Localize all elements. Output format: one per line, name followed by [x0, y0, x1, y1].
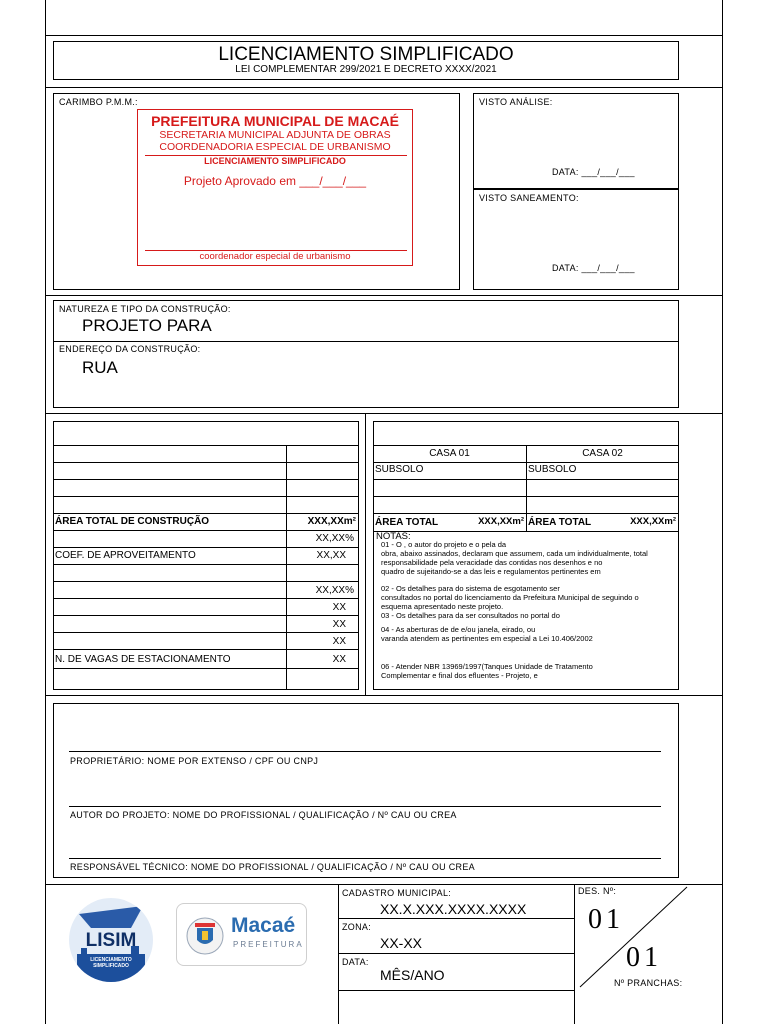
left-table-row	[53, 496, 359, 497]
note-line: consultados no portal do licenciamento da Prefeitura Municipal de seguindo o	[381, 593, 639, 602]
visto-analise-box	[473, 93, 679, 189]
sheet-count: 01	[626, 942, 662, 973]
left-table-row	[53, 598, 359, 599]
lisim-text: LISIM	[85, 930, 137, 951]
stamp-line1: SECRETARIA MUNICIPAL ADJUNTA DE OBRAS	[159, 129, 391, 141]
cadastro-label: CADASTRO MUNICIPAL:	[342, 888, 452, 898]
tech-signature-line	[69, 858, 661, 859]
casa1-area-value: XXX,XXm²	[478, 516, 524, 527]
section3-top-rule	[45, 413, 723, 414]
note-line: 01 - O , o autor do projeto e o pela da	[381, 540, 507, 549]
page-title: LICENCIAMENTO SIMPLIFICADO	[218, 44, 514, 65]
macae-logo	[176, 903, 307, 966]
casa-02-header: CASA 02	[582, 448, 623, 459]
macae-subtitle: PREFEITURA	[233, 940, 304, 949]
left-table-row	[53, 445, 359, 446]
zona-value: XX-XX	[380, 935, 423, 951]
parking-label: N. DE VAGAS DE ESTACIONAMENTO	[55, 654, 231, 665]
footer-divider-1	[338, 884, 339, 1024]
stamp-line2: COORDENADORIA ESPECIAL DE URBANISMO	[159, 141, 391, 153]
lisim-logo	[69, 898, 153, 982]
count-value-1: XX	[332, 602, 346, 613]
zona-label: ZONA:	[342, 922, 372, 932]
note-line: Complementar e final dos efluentes - Projeto, e	[381, 671, 538, 680]
drawing-number-label: DES. Nº:	[578, 886, 617, 896]
left-table-row	[53, 581, 359, 582]
coef-label: COEF. DE APROVEITAMENTO	[55, 550, 196, 561]
stamp-label: CARIMBO P.M.M.:	[59, 97, 138, 107]
note-line: varanda atendem as pertinentes em especial a Lei 10.406/2002	[381, 634, 593, 643]
note-line: responsabilidade pela veracidade das contidas nos desenhos e no	[381, 558, 603, 567]
left-table-row	[53, 668, 359, 669]
note-line: 02 - Os detalhes para do sistema de esgotamento ser	[381, 584, 560, 593]
page-subtitle: LEI COMPLEMENTAR 299/2021 E DECRETO XXXX/2021	[235, 64, 497, 75]
footer-row	[338, 990, 574, 991]
visto-analise-date: DATA: ___/___/___	[552, 167, 635, 177]
casa-01-header: CASA 01	[429, 448, 470, 459]
count-value-2: XX	[332, 619, 346, 630]
cadastro-value: XX.X.XXX.XXXX.XXXX	[380, 901, 527, 917]
section3-bottom-rule	[45, 695, 723, 696]
total-area-value: XXX,XXm²	[307, 516, 356, 527]
approval-stamp	[137, 109, 413, 266]
coef-value: XX,XX	[316, 550, 346, 561]
owner-label: PROPRIETÁRIO: NOME POR EXTENSO / CPF OU CNPJ	[70, 756, 319, 766]
note-line: 03 - Os detalhes para da ser consultados no portal do	[381, 611, 560, 620]
note-line: quadro de sujeitando-se a das leis e regulamentos pertinentes em	[381, 567, 601, 576]
data-label: DATA:	[342, 957, 369, 967]
stamp-org: PREFEITURA MUNICIPAL DE MACAÉ	[151, 113, 399, 129]
section3-center-rule	[365, 413, 366, 695]
construction-box	[53, 300, 679, 408]
construction-divider	[54, 341, 678, 342]
sheet-count-label: Nº PRANCHAS:	[614, 978, 683, 988]
address-value: RUA	[82, 358, 118, 377]
author-label: AUTOR DO PROJETO: NOME DO PROFISSIONAL / QUALIFICAÇÃO / Nº CAU OU CREA	[70, 810, 457, 820]
data-value: MÊS/ANO	[380, 967, 445, 983]
notes-title: NOTAS:	[376, 531, 411, 542]
subsolo-2: SUBSOLO	[528, 464, 577, 475]
stamp-signature: coordenador especial de urbanismo	[199, 251, 351, 262]
visto-saneamento-box	[473, 189, 679, 290]
casa2-area-label: ÁREA TOTAL	[528, 517, 592, 528]
subsolo-1: SUBSOLO	[375, 464, 424, 475]
note-line: 06 - Atender NBR 13969/1997(Tanques Unidade de Tratamento	[381, 662, 593, 671]
parking-value: XX	[332, 654, 346, 665]
left-table-row	[53, 564, 359, 565]
left-table-row	[53, 649, 359, 650]
macae-text: Macaé	[231, 914, 296, 937]
percent-value-2: XX,XX%	[315, 585, 354, 596]
visto-saneamento-date: DATA: ___/___/___	[552, 263, 635, 273]
footer-row	[338, 953, 574, 954]
right-table-row	[373, 531, 679, 532]
casa2-area-value: XXX,XXm²	[630, 516, 676, 527]
header-top-rule	[45, 35, 723, 36]
count-value-3: XX	[332, 636, 346, 647]
drawing-number: 01	[588, 904, 624, 935]
total-area-label: ÁREA TOTAL DE CONSTRUÇÃO	[55, 516, 210, 527]
left-table-row	[53, 479, 359, 480]
note-line: esquema apresentado neste projeto.	[381, 602, 504, 611]
lisim-subtitle: LICENCIAMENTO SIMPLIFICADO	[90, 957, 132, 969]
left-table-col-divider	[286, 445, 287, 690]
visto-saneamento-label: VISTO SANEAMENTO:	[479, 193, 579, 203]
left-table-row	[53, 462, 359, 463]
left-table-row	[53, 547, 359, 548]
owner-signature-line	[69, 751, 661, 752]
percent-value-1: XX,XX%	[315, 533, 354, 544]
address-label: ENDEREÇO DA CONSTRUÇÃO:	[59, 344, 201, 354]
stamp-line3: LICENCIAMENTO SIMPLIFICADO	[204, 156, 346, 166]
author-signature-line	[69, 806, 661, 807]
casa1-area-label: ÁREA TOTAL	[375, 517, 439, 528]
note-line: 04 - As aberturas de de e/ou janela, eirado, ou	[381, 625, 536, 634]
stamp-approved: Projeto Aprovado em ___/___/___	[183, 174, 367, 188]
nature-value: PROJETO PARA	[82, 316, 212, 335]
footer-row	[338, 918, 574, 919]
title-box	[53, 41, 679, 80]
visto-analise-label: VISTO ANÁLISE:	[479, 97, 553, 107]
note-line: obra, abaixo assinados, declaram que assumem, cada um individualmente, total	[381, 549, 648, 558]
signatures-box	[53, 703, 679, 878]
left-table-row	[53, 632, 359, 633]
tech-label: RESPONSÁVEL TÉCNICO: NOME DO PROFISSIONAL / QUALIFICAÇÃO / Nº CAU OU CREA	[70, 862, 475, 872]
macae-crest-icon	[183, 914, 227, 958]
nature-label: NATUREZA E TIPO DA CONSTRUÇÃO:	[59, 304, 231, 314]
left-table-row	[53, 615, 359, 616]
left-table-row	[53, 530, 359, 531]
left-table-row	[53, 513, 359, 514]
